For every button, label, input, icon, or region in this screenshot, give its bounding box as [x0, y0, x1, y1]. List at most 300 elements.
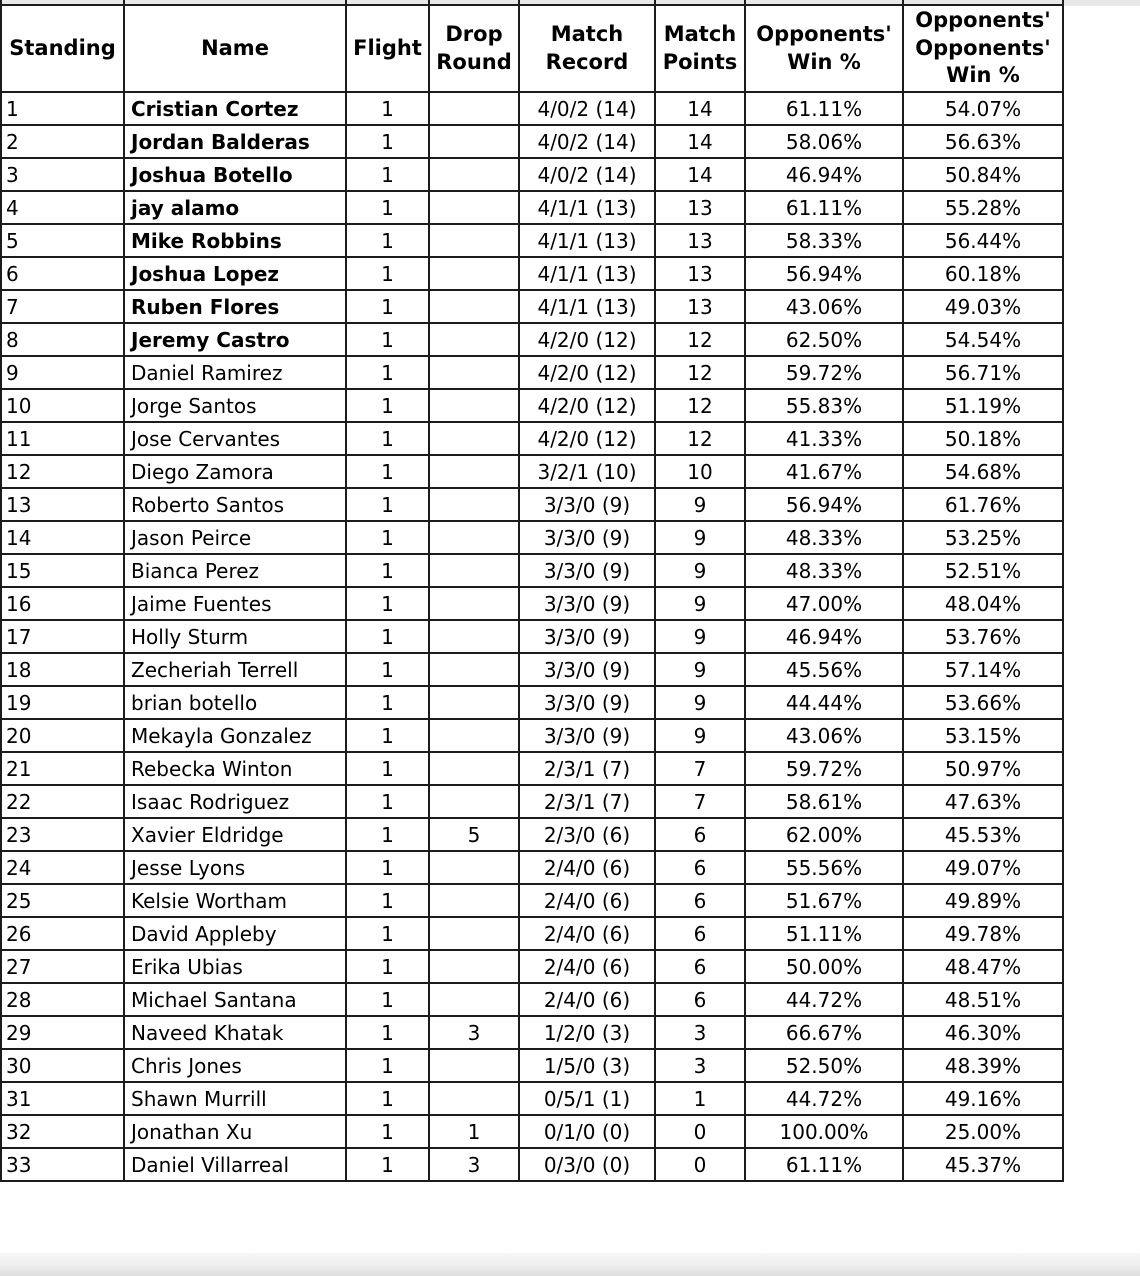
flight-cell: 1 [346, 356, 429, 389]
header-flight: Flight [346, 5, 429, 92]
table-row [1, 587, 1063, 620]
flight-cell: 1 [346, 257, 429, 290]
standing-cell: 33 [1, 1148, 124, 1181]
opponents-win-cell: 58.06% [745, 125, 903, 158]
name-cell: Xavier Eldridge [124, 818, 346, 851]
name-cell: Isaac Rodriguez [124, 785, 346, 818]
flight-cell: 1 [346, 719, 429, 752]
flight-cell: 1 [346, 422, 429, 455]
drop-round-cell [429, 257, 519, 290]
match-points-cell: 6 [655, 950, 745, 983]
name-cell: Cristian Cortez [124, 92, 346, 125]
opponents-opponents-win-cell: 53.15% [903, 719, 1063, 752]
opponents-win-cell: 44.72% [745, 1082, 903, 1115]
drop-round-cell [429, 323, 519, 356]
match-record-cell: 3/2/1 (10) [519, 455, 655, 488]
flight-cell: 1 [346, 818, 429, 851]
name-cell: Jonathan Xu [124, 1115, 346, 1148]
drop-round-cell: 3 [429, 1016, 519, 1049]
match-points-cell: 14 [655, 92, 745, 125]
match-points-cell: 9 [655, 587, 745, 620]
match-record-cell: 2/3/0 (6) [519, 818, 655, 851]
header-match-points: Match Points [655, 5, 745, 92]
opponents-opponents-win-cell: 60.18% [903, 257, 1063, 290]
flight-cell: 1 [346, 290, 429, 323]
drop-round-cell [429, 356, 519, 389]
opponents-win-cell: 56.94% [745, 257, 903, 290]
match-points-cell: 12 [655, 356, 745, 389]
flight-cell: 1 [346, 686, 429, 719]
table-row [1, 620, 1063, 653]
opponents-win-cell: 59.72% [745, 356, 903, 389]
standing-cell: 3 [1, 158, 124, 191]
drop-round-cell: 1 [429, 1115, 519, 1148]
drop-round-cell [429, 191, 519, 224]
match-record-cell: 3/3/0 (9) [519, 719, 655, 752]
match-points-cell: 9 [655, 488, 745, 521]
opponents-opponents-win-cell: 49.07% [903, 851, 1063, 884]
drop-round-cell [429, 389, 519, 422]
drop-round-cell [429, 521, 519, 554]
standing-cell: 26 [1, 917, 124, 950]
flight-cell: 1 [346, 488, 429, 521]
opponents-win-cell: 55.56% [745, 851, 903, 884]
match-record-cell: 0/1/0 (0) [519, 1115, 655, 1148]
name-cell: Daniel Villarreal [124, 1148, 346, 1181]
table-row [1, 917, 1063, 950]
standing-cell: 20 [1, 719, 124, 752]
opponents-win-cell: 66.67% [745, 1016, 903, 1049]
table-row [1, 389, 1063, 422]
standing-cell: 32 [1, 1115, 124, 1148]
drop-round-cell [429, 1082, 519, 1115]
match-record-cell: 4/0/2 (14) [519, 125, 655, 158]
standing-cell: 19 [1, 686, 124, 719]
table-row [1, 455, 1063, 488]
match-record-cell: 2/3/1 (7) [519, 752, 655, 785]
opponents-opponents-win-cell: 51.19% [903, 389, 1063, 422]
match-points-cell: 1 [655, 1082, 745, 1115]
table-row [1, 1082, 1063, 1115]
opponents-opponents-win-cell: 49.16% [903, 1082, 1063, 1115]
match-points-cell: 9 [655, 653, 745, 686]
flight-cell: 1 [346, 950, 429, 983]
table-row [1, 950, 1063, 983]
opponents-opponents-win-cell: 56.44% [903, 224, 1063, 257]
drop-round-cell [429, 422, 519, 455]
flight-cell: 1 [346, 983, 429, 1016]
opponents-win-cell: 44.72% [745, 983, 903, 1016]
opponents-win-cell: 61.11% [745, 1148, 903, 1181]
match-points-cell: 13 [655, 191, 745, 224]
match-record-cell: 2/3/1 (7) [519, 785, 655, 818]
name-cell: Joshua Botello [124, 158, 346, 191]
header-row [1, 5, 1063, 92]
opponents-win-cell: 62.00% [745, 818, 903, 851]
opponents-opponents-win-cell: 54.07% [903, 92, 1063, 125]
standing-cell: 21 [1, 752, 124, 785]
flight-cell: 1 [346, 884, 429, 917]
match-points-cell: 9 [655, 719, 745, 752]
name-cell: Naveed Khatak [124, 1016, 346, 1049]
flight-cell: 1 [346, 851, 429, 884]
name-cell: Erika Ubias [124, 950, 346, 983]
flight-cell: 1 [346, 1016, 429, 1049]
name-cell: Jose Cervantes [124, 422, 346, 455]
opponents-win-cell: 41.33% [745, 422, 903, 455]
flight-cell: 1 [346, 191, 429, 224]
flight-cell: 1 [346, 1115, 429, 1148]
name-cell: Ruben Flores [124, 290, 346, 323]
match-record-cell: 1/2/0 (3) [519, 1016, 655, 1049]
flight-cell: 1 [346, 620, 429, 653]
opponents-win-cell: 46.94% [745, 620, 903, 653]
opponents-opponents-win-cell: 49.78% [903, 917, 1063, 950]
match-record-cell: 3/3/0 (9) [519, 653, 655, 686]
standing-cell: 8 [1, 323, 124, 356]
match-record-cell: 4/2/0 (12) [519, 356, 655, 389]
match-record-cell: 2/4/0 (6) [519, 884, 655, 917]
match-record-cell: 4/1/1 (13) [519, 191, 655, 224]
opponents-win-cell: 61.11% [745, 92, 903, 125]
match-points-cell: 13 [655, 224, 745, 257]
match-record-cell: 3/3/0 (9) [519, 686, 655, 719]
name-cell: Chris Jones [124, 1049, 346, 1082]
header-name: Name [124, 5, 346, 92]
drop-round-cell [429, 587, 519, 620]
table-row [1, 125, 1063, 158]
opponents-win-cell: 48.33% [745, 521, 903, 554]
table-row [1, 257, 1063, 290]
match-record-cell: 4/1/1 (13) [519, 224, 655, 257]
opponents-opponents-win-cell: 50.84% [903, 158, 1063, 191]
drop-round-cell [429, 653, 519, 686]
name-cell: Shawn Murrill [124, 1082, 346, 1115]
name-cell: Daniel Ramirez [124, 356, 346, 389]
standing-cell: 13 [1, 488, 124, 521]
flight-cell: 1 [346, 158, 429, 191]
opponents-opponents-win-cell: 53.25% [903, 521, 1063, 554]
opponents-opponents-win-cell: 46.30% [903, 1016, 1063, 1049]
table-row [1, 752, 1063, 785]
opponents-opponents-win-cell: 48.51% [903, 983, 1063, 1016]
opponents-opponents-win-cell: 45.53% [903, 818, 1063, 851]
standing-cell: 16 [1, 587, 124, 620]
standing-cell: 5 [1, 224, 124, 257]
name-cell: Jesse Lyons [124, 851, 346, 884]
drop-round-cell [429, 884, 519, 917]
name-cell: David Appleby [124, 917, 346, 950]
match-record-cell: 0/5/1 (1) [519, 1082, 655, 1115]
opponents-win-cell: 58.33% [745, 224, 903, 257]
table-row [1, 158, 1063, 191]
table-row [1, 1016, 1063, 1049]
match-points-cell: 0 [655, 1148, 745, 1181]
match-points-cell: 6 [655, 983, 745, 1016]
table-row [1, 92, 1063, 125]
bottom-page-background [0, 1253, 1140, 1276]
table-row [1, 1049, 1063, 1082]
standing-cell: 15 [1, 554, 124, 587]
flight-cell: 1 [346, 92, 429, 125]
opponents-opponents-win-cell: 49.89% [903, 884, 1063, 917]
opponents-win-cell: 55.83% [745, 389, 903, 422]
name-cell: Mike Robbins [124, 224, 346, 257]
match-points-cell: 6 [655, 818, 745, 851]
match-record-cell: 4/1/1 (13) [519, 290, 655, 323]
name-cell: Jordan Balderas [124, 125, 346, 158]
match-record-cell: 3/3/0 (9) [519, 620, 655, 653]
opponents-win-cell: 50.00% [745, 950, 903, 983]
opponents-opponents-win-cell: 54.68% [903, 455, 1063, 488]
match-record-cell: 2/4/0 (6) [519, 851, 655, 884]
table-row [1, 1148, 1063, 1181]
standing-cell: 12 [1, 455, 124, 488]
match-record-cell: 4/2/0 (12) [519, 389, 655, 422]
match-record-cell: 2/4/0 (6) [519, 917, 655, 950]
table-row [1, 290, 1063, 323]
table-row [1, 191, 1063, 224]
standing-cell: 9 [1, 356, 124, 389]
table-row [1, 224, 1063, 257]
opponents-opponents-win-cell: 56.71% [903, 356, 1063, 389]
table-row [1, 356, 1063, 389]
drop-round-cell [429, 554, 519, 587]
drop-round-cell [429, 983, 519, 1016]
standing-cell: 11 [1, 422, 124, 455]
flight-cell: 1 [346, 455, 429, 488]
name-cell: Diego Zamora [124, 455, 346, 488]
opponents-opponents-win-cell: 48.47% [903, 950, 1063, 983]
table-row [1, 686, 1063, 719]
match-record-cell: 3/3/0 (9) [519, 587, 655, 620]
match-record-cell: 1/5/0 (3) [519, 1049, 655, 1082]
match-points-cell: 6 [655, 917, 745, 950]
name-cell: Holly Sturm [124, 620, 346, 653]
opponents-opponents-win-cell: 48.04% [903, 587, 1063, 620]
standing-cell: 27 [1, 950, 124, 983]
opponents-win-cell: 62.50% [745, 323, 903, 356]
opponents-win-cell: 100.00% [745, 1115, 903, 1148]
match-record-cell: 4/2/0 (12) [519, 422, 655, 455]
match-points-cell: 10 [655, 455, 745, 488]
flight-cell: 1 [346, 389, 429, 422]
flight-cell: 1 [346, 785, 429, 818]
name-cell: brian botello [124, 686, 346, 719]
standing-cell: 29 [1, 1016, 124, 1049]
standing-cell: 18 [1, 653, 124, 686]
name-cell: Joshua Lopez [124, 257, 346, 290]
name-cell: Kelsie Wortham [124, 884, 346, 917]
standing-cell: 31 [1, 1082, 124, 1115]
name-cell: Mekayla Gonzalez [124, 719, 346, 752]
standing-cell: 30 [1, 1049, 124, 1082]
opponents-win-cell: 45.56% [745, 653, 903, 686]
match-record-cell: 3/3/0 (9) [519, 521, 655, 554]
flight-cell: 1 [346, 917, 429, 950]
opponents-win-cell: 61.11% [745, 191, 903, 224]
match-points-cell: 9 [655, 686, 745, 719]
drop-round-cell [429, 455, 519, 488]
opponents-opponents-win-cell: 53.66% [903, 686, 1063, 719]
header-drop-round: Drop Round [429, 5, 519, 92]
drop-round-cell [429, 620, 519, 653]
flight-cell: 1 [346, 521, 429, 554]
drop-round-cell [429, 224, 519, 257]
name-cell: Roberto Santos [124, 488, 346, 521]
drop-round-cell [429, 125, 519, 158]
match-points-cell: 14 [655, 125, 745, 158]
drop-round-cell [429, 686, 519, 719]
opponents-opponents-win-cell: 48.39% [903, 1049, 1063, 1082]
standing-cell: 14 [1, 521, 124, 554]
match-points-cell: 12 [655, 422, 745, 455]
opponents-win-cell: 52.50% [745, 1049, 903, 1082]
name-cell: Jeremy Castro [124, 323, 346, 356]
opponents-win-cell: 43.06% [745, 290, 903, 323]
opponents-opponents-win-cell: 49.03% [903, 290, 1063, 323]
header-match-record: Match Record [519, 5, 655, 92]
match-points-cell: 13 [655, 290, 745, 323]
match-record-cell: 2/4/0 (6) [519, 950, 655, 983]
flight-cell: 1 [346, 653, 429, 686]
flight-cell: 1 [346, 1148, 429, 1181]
match-points-cell: 12 [655, 389, 745, 422]
match-record-cell: 2/4/0 (6) [519, 983, 655, 1016]
standing-cell: 7 [1, 290, 124, 323]
opponents-opponents-win-cell: 50.97% [903, 752, 1063, 785]
drop-round-cell [429, 1049, 519, 1082]
name-cell: Jason Peirce [124, 521, 346, 554]
name-cell: Jorge Santos [124, 389, 346, 422]
opponents-win-cell: 44.44% [745, 686, 903, 719]
table-row [1, 884, 1063, 917]
match-points-cell: 9 [655, 620, 745, 653]
match-record-cell: 4/0/2 (14) [519, 92, 655, 125]
table-row [1, 983, 1063, 1016]
match-points-cell: 0 [655, 1115, 745, 1148]
name-cell: Rebecka Winton [124, 752, 346, 785]
match-record-cell: 4/1/1 (13) [519, 257, 655, 290]
standing-cell: 25 [1, 884, 124, 917]
opponents-opponents-win-cell: 55.28% [903, 191, 1063, 224]
match-record-cell: 4/0/2 (14) [519, 158, 655, 191]
flight-cell: 1 [346, 752, 429, 785]
standing-cell: 28 [1, 983, 124, 1016]
opponents-opponents-win-cell: 50.18% [903, 422, 1063, 455]
opponents-win-cell: 51.67% [745, 884, 903, 917]
match-record-cell: 0/3/0 (0) [519, 1148, 655, 1181]
opponents-opponents-win-cell: 56.63% [903, 125, 1063, 158]
opponents-opponents-win-cell: 53.76% [903, 620, 1063, 653]
opponents-win-cell: 47.00% [745, 587, 903, 620]
table-row [1, 488, 1063, 521]
name-cell: Zecheriah Terrell [124, 653, 346, 686]
table-row [1, 653, 1063, 686]
drop-round-cell [429, 950, 519, 983]
standing-cell: 10 [1, 389, 124, 422]
table-row [1, 818, 1063, 851]
match-record-cell: 4/2/0 (12) [519, 323, 655, 356]
header-opponents-opponents-win: Opponents' Opponents' Win % [903, 5, 1063, 92]
standings-tbody [1, 92, 1063, 1181]
match-record-cell: 3/3/0 (9) [519, 554, 655, 587]
match-points-cell: 6 [655, 884, 745, 917]
header-standing: Standing [1, 5, 124, 92]
table-row [1, 554, 1063, 587]
match-record-cell: 3/3/0 (9) [519, 488, 655, 521]
standing-cell: 24 [1, 851, 124, 884]
drop-round-cell: 3 [429, 1148, 519, 1181]
opponents-opponents-win-cell: 45.37% [903, 1148, 1063, 1181]
match-points-cell: 9 [655, 521, 745, 554]
drop-round-cell [429, 752, 519, 785]
name-cell: Bianca Perez [124, 554, 346, 587]
standing-cell: 23 [1, 818, 124, 851]
opponents-win-cell: 51.11% [745, 917, 903, 950]
table-row [1, 521, 1063, 554]
opponents-opponents-win-cell: 57.14% [903, 653, 1063, 686]
flight-cell: 1 [346, 1049, 429, 1082]
drop-round-cell: 5 [429, 818, 519, 851]
name-cell: Jaime Fuentes [124, 587, 346, 620]
drop-round-cell [429, 290, 519, 323]
standing-cell: 2 [1, 125, 124, 158]
flight-cell: 1 [346, 224, 429, 257]
flight-cell: 1 [346, 1082, 429, 1115]
match-points-cell: 3 [655, 1016, 745, 1049]
standing-cell: 6 [1, 257, 124, 290]
flight-cell: 1 [346, 554, 429, 587]
standing-cell: 4 [1, 191, 124, 224]
match-points-cell: 13 [655, 257, 745, 290]
opponents-win-cell: 48.33% [745, 554, 903, 587]
match-points-cell: 12 [655, 323, 745, 356]
drop-round-cell [429, 719, 519, 752]
match-points-cell: 3 [655, 1049, 745, 1082]
table-row [1, 851, 1063, 884]
match-points-cell: 6 [655, 851, 745, 884]
opponents-win-cell: 41.67% [745, 455, 903, 488]
match-points-cell: 14 [655, 158, 745, 191]
drop-round-cell [429, 158, 519, 191]
table-row [1, 422, 1063, 455]
opponents-opponents-win-cell: 47.63% [903, 785, 1063, 818]
opponents-opponents-win-cell: 54.54% [903, 323, 1063, 356]
drop-round-cell [429, 785, 519, 818]
drop-round-cell [429, 851, 519, 884]
header-opponents-win: Opponents' Win % [745, 5, 903, 92]
standing-cell: 1 [1, 92, 124, 125]
opponents-win-cell: 59.72% [745, 752, 903, 785]
flight-cell: 1 [346, 587, 429, 620]
drop-round-cell [429, 917, 519, 950]
standing-cell: 17 [1, 620, 124, 653]
drop-round-cell [429, 92, 519, 125]
table-row [1, 1115, 1063, 1148]
opponents-opponents-win-cell: 25.00% [903, 1115, 1063, 1148]
opponents-opponents-win-cell: 52.51% [903, 554, 1063, 587]
table-row [1, 785, 1063, 818]
table-row [1, 719, 1063, 752]
flight-cell: 1 [346, 125, 429, 158]
opponents-win-cell: 58.61% [745, 785, 903, 818]
match-points-cell: 9 [655, 554, 745, 587]
flight-cell: 1 [346, 323, 429, 356]
opponents-win-cell: 56.94% [745, 488, 903, 521]
opponents-win-cell: 43.06% [745, 719, 903, 752]
standings-table-head [1, 0, 1063, 92]
